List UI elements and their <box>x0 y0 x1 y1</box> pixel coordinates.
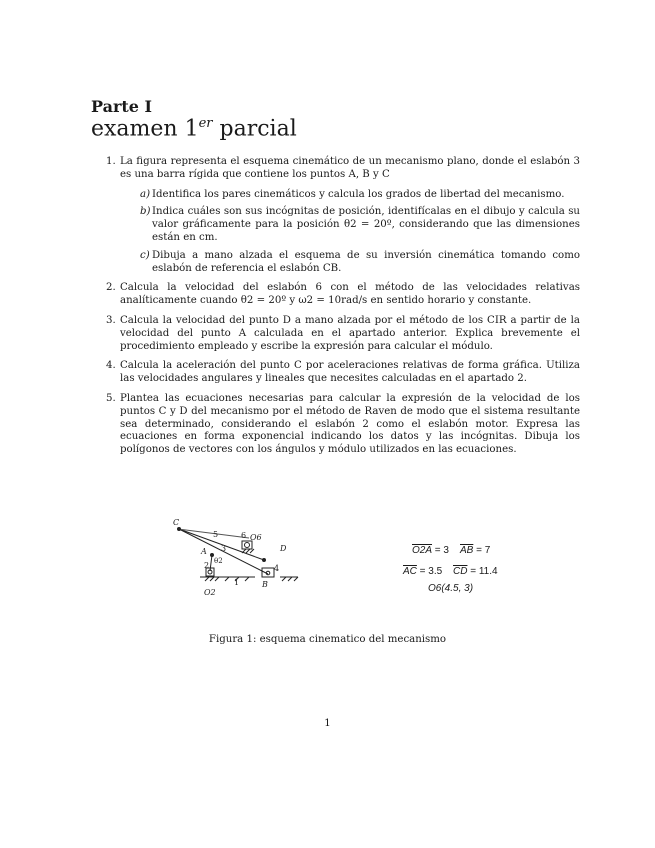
subquestion-item: b) Indica cuáles son sus incógnitas de posición, identifícalas en el dibujo y calcula su valor gráficamente para la posición θ2 = 20º, considerando que las dimensiones están en cm. <box>140 206 580 243</box>
pivot-o6 <box>245 543 250 548</box>
ground-hatch <box>205 577 298 581</box>
subquestion-list <box>120 189 580 276</box>
dim-o2a: O2A = 3 <box>412 545 449 556</box>
slider-b <box>262 568 274 577</box>
label-5: 5 <box>213 530 219 539</box>
question-text: Calcula la velocidad del eslabón 6 con el método de las velocidades relativas analíticamente cuando θ2 = 20º y ω2 = 10rad/s en sentido horario y constante. <box>120 282 580 307</box>
label-theta: θ2 <box>214 557 223 565</box>
question-text: La figura representa el esquema cinemático de un mecanismo plano, donde el eslabón 3 es una barra rígida que contiene los puntos A, B y C <box>120 156 580 180</box>
mechanism-diagram <box>170 515 305 600</box>
dim-cd: $\overline{CD} = 11.4$ <box>453 566 498 577</box>
dim-ac: $\overline{AC} = 3.5$ <box>403 566 443 577</box>
question-text: Calcula la velocidad del punto D a mano alzada por el método de los CIR a partir de la velocidad del punto A calculada en el apartado anterior. Explica brevemente el procedimiento empleado y escribe la expresión para calcular el módulo. <box>120 314 580 352</box>
question-text: Calcula la aceleración del punto C por aceleraciones relativas de forma gráfica. Utiliza las velocidades angulares y lineales que necesites calculadas en el apartado 2. <box>120 360 580 385</box>
question-list <box>106 156 580 464</box>
label-a: A <box>201 547 207 556</box>
figure-caption: Figura 1: esquema cinematico del mecanismo <box>208 634 447 645</box>
page-number: 1 <box>324 718 331 729</box>
question-text: Plantea las ecuaciones necesarias para calcular la expresión de la velocidad de los puntos C y D del mecanismo por el método de Raven de modo que el sistema resultante sea determinado, considerando el eslabón 2 como el eslabón motor. Expresa las ecuaciones en forma exponencial indicando los datos y las incógnitas. Dibuja los polígonos de vectores con los ángulos y módulo utilizados en las ecuaciones. <box>120 392 580 456</box>
subquestion-item: a) Identifica los pares cinemáticos y calcula los grados de libertad del mecanismo. <box>140 188 565 200</box>
question-item: 4. Calcula la aceleración del punto C por aceleraciones relativas de forma gráfica. Utiliza las velocidades angulares y lineales que necesites calculadas en el apartado 2. <box>106 360 580 385</box>
joint-c <box>178 528 181 531</box>
label-o6: O6 <box>250 533 262 542</box>
label-3: 3 <box>221 544 227 553</box>
label-d: D <box>280 544 287 553</box>
subquestion-item: c) Dibuja a mano alzada el esquema de su inversión cinemática tomando como eslabón de referencia el eslabón CB. <box>140 249 580 274</box>
joint-d <box>263 559 266 562</box>
crank-o2a <box>210 555 212 571</box>
label-2: 2 <box>204 561 210 570</box>
dimension-table <box>398 545 518 605</box>
question-item: 3. Calcula la velocidad del punto D a mano alzada por el método de los CIR a partir de la velocidad del punto A calculada en el apartado anterior. Explica brevemente el procedimiento empleado y escribe la expresión para calcular el módulo. <box>106 314 580 352</box>
label-b: B <box>262 580 268 589</box>
exam-title: examen 1er parcial <box>91 116 297 142</box>
question-item: 5. Plantea las ecuaciones necesarias para calcular la expresión de la velocidad de los puntos C y D del mecanismo por el método de Raven de modo que el sistema resultante sea determinado, considerando el eslabón 2 como el eslabón motor. Expresa las ecuaciones en forma exponencial indicando los datos y las incógnitas. Dibuja los polígonos de vectores con los ángulos y módulo utilizados en las ecuaciones. <box>106 392 580 456</box>
dim-ab: $\overline{AB} = 7$ <box>460 545 491 556</box>
label-1: 1 <box>234 578 240 587</box>
label-o2: O2 <box>204 588 216 597</box>
label-c: C <box>173 518 180 527</box>
question-item: 1. La figura representa el esquema cinemático de un mecanismo plano, donde el eslabón 3 es una barra rígida que contiene los puntos A, B y C a) Identifica los pares cinemáticos y calcula los grados de libertad del mecanismo. b) Indica cuáles son sus incógnitas de posición, identifícalas en el dibujo y calcula su valor gráficamente para la posición θ2 = 20º, considerando que las dimensiones están en cm. c) Dibuja a mano alzada el esquema de su inversión cinemática tomando como eslabón de referencia el eslabón CB. <box>106 156 580 274</box>
label-4: 4 <box>274 564 280 573</box>
dim-o6: O6(4.5, 3) <box>428 583 474 594</box>
question-item: 2. Calcula la velocidad del eslabón 6 con el método de las velocidades relativas analíticamente cuando θ2 = 20º y ω2 = 10rad/s en sentido horario y constante. <box>106 282 580 307</box>
label-6: 6 <box>241 531 247 540</box>
part-heading: Parte I <box>91 97 153 116</box>
